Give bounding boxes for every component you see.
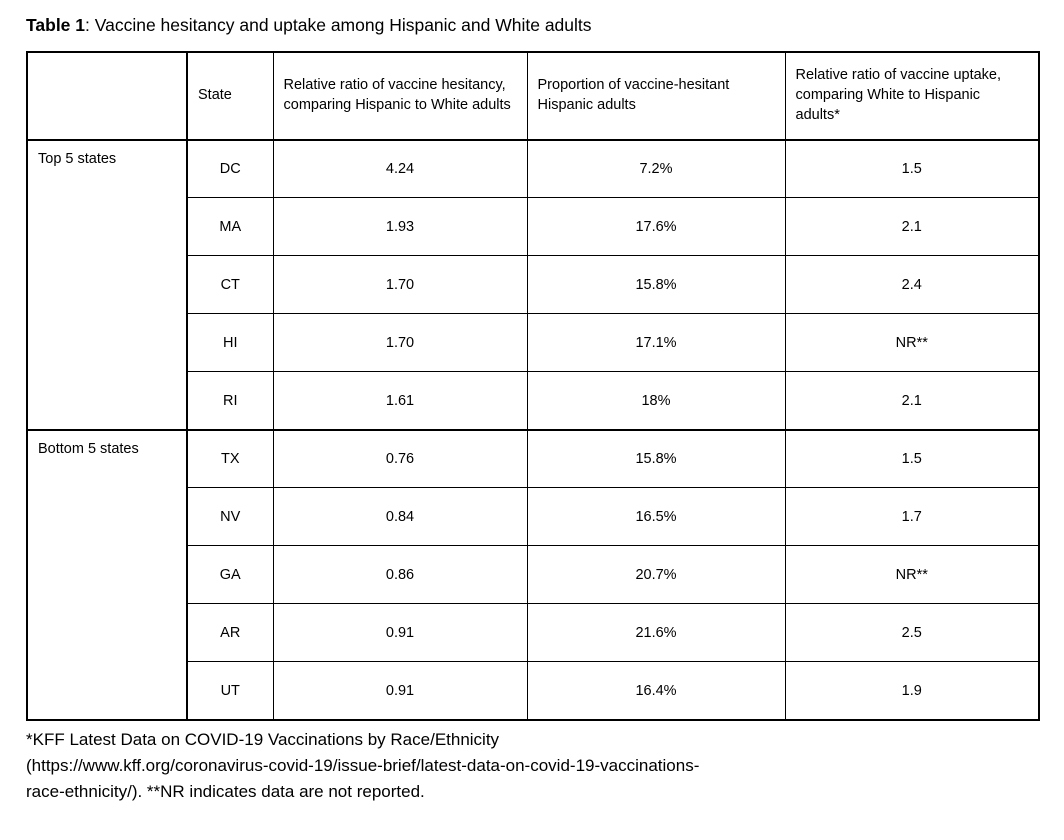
cell-state: AR — [187, 604, 273, 662]
cell-state: HI — [187, 314, 273, 372]
cell-state: UT — [187, 662, 273, 720]
cell-hesitancy-ratio: 0.76 — [273, 430, 527, 488]
table-caption-text: : Vaccine hesitancy and uptake among Hispanic and White adults — [85, 15, 592, 35]
cell-state: DC — [187, 140, 273, 198]
footnote-line-3: race-ethnicity/). **NR indicates data are not reported. — [26, 782, 425, 802]
cell-hesitant-proportion: 16.5% — [527, 488, 785, 546]
cell-hesitant-proportion: 15.8% — [527, 430, 785, 488]
table-caption — [26, 14, 1042, 37]
group-label-top: Top 5 states — [27, 140, 187, 430]
cell-uptake-ratio: 2.4 — [785, 256, 1039, 314]
table-head — [27, 52, 1039, 140]
footnote-line-1: *KFF Latest Data on COVID-19 Vaccinations by Race/Ethnicity — [26, 729, 500, 749]
cell-hesitant-proportion: 7.2% — [527, 140, 785, 198]
cell-state: RI — [187, 372, 273, 430]
cell-state: NV — [187, 488, 273, 546]
cell-hesitant-proportion: 21.6% — [527, 604, 785, 662]
cell-hesitant-proportion: 15.8% — [527, 256, 785, 314]
cell-hesitancy-ratio: 0.91 — [273, 604, 527, 662]
table-body — [27, 140, 1039, 720]
cell-hesitancy-ratio: 1.70 — [273, 314, 527, 372]
cell-state: MA — [187, 198, 273, 256]
cell-hesitancy-ratio: 1.70 — [273, 256, 527, 314]
cell-hesitancy-ratio: 0.84 — [273, 488, 527, 546]
cell-state: TX — [187, 430, 273, 488]
data-table — [26, 51, 1040, 721]
cell-uptake-ratio: NR** — [785, 546, 1039, 604]
cell-hesitancy-ratio: 4.24 — [273, 140, 527, 198]
cell-hesitant-proportion: 16.4% — [527, 662, 785, 720]
cell-uptake-ratio: 1.7 — [785, 488, 1039, 546]
cell-hesitancy-ratio: 1.61 — [273, 372, 527, 430]
cell-hesitancy-ratio: 0.91 — [273, 662, 527, 720]
table-caption-label: Table 1 — [26, 15, 86, 35]
column-header-hesitancy-ratio: Relative ratio of vaccine hesitancy, comparing Hispanic to White adults — [273, 52, 527, 140]
cell-hesitant-proportion: 18% — [527, 372, 785, 430]
cell-uptake-ratio: 2.1 — [785, 372, 1039, 430]
cell-uptake-ratio: 2.5 — [785, 604, 1039, 662]
cell-uptake-ratio: 1.5 — [785, 430, 1039, 488]
cell-uptake-ratio: 1.9 — [785, 662, 1039, 720]
cell-hesitancy-ratio: 1.93 — [273, 198, 527, 256]
column-header-group — [27, 52, 187, 140]
cell-uptake-ratio: NR** — [785, 314, 1039, 372]
cell-hesitant-proportion: 17.6% — [527, 198, 785, 256]
table-header-row — [27, 52, 1039, 140]
cell-hesitant-proportion: 17.1% — [527, 314, 785, 372]
table-row — [27, 140, 1039, 198]
cell-state: GA — [187, 546, 273, 604]
column-header-uptake-ratio: Relative ratio of vaccine uptake, comparing White to Hispanic adults* — [785, 52, 1039, 140]
group-label-bottom: Bottom 5 states — [27, 430, 187, 720]
cell-uptake-ratio: 1.5 — [785, 140, 1039, 198]
cell-hesitancy-ratio: 0.86 — [273, 546, 527, 604]
footnote-line-2: (https://www.kff.org/coronavirus-covid-19/issue-brief/latest-data-on-covid-19-vaccinations- — [26, 756, 700, 776]
cell-uptake-ratio: 2.1 — [785, 198, 1039, 256]
column-header-state: State — [187, 52, 273, 140]
column-header-hesitant-proportion: Proportion of vaccine-hesitant Hispanic adults — [527, 52, 785, 140]
table-footnote — [26, 727, 1042, 806]
cell-hesitant-proportion: 20.7% — [527, 546, 785, 604]
table-row — [27, 430, 1039, 488]
cell-state: CT — [187, 256, 273, 314]
